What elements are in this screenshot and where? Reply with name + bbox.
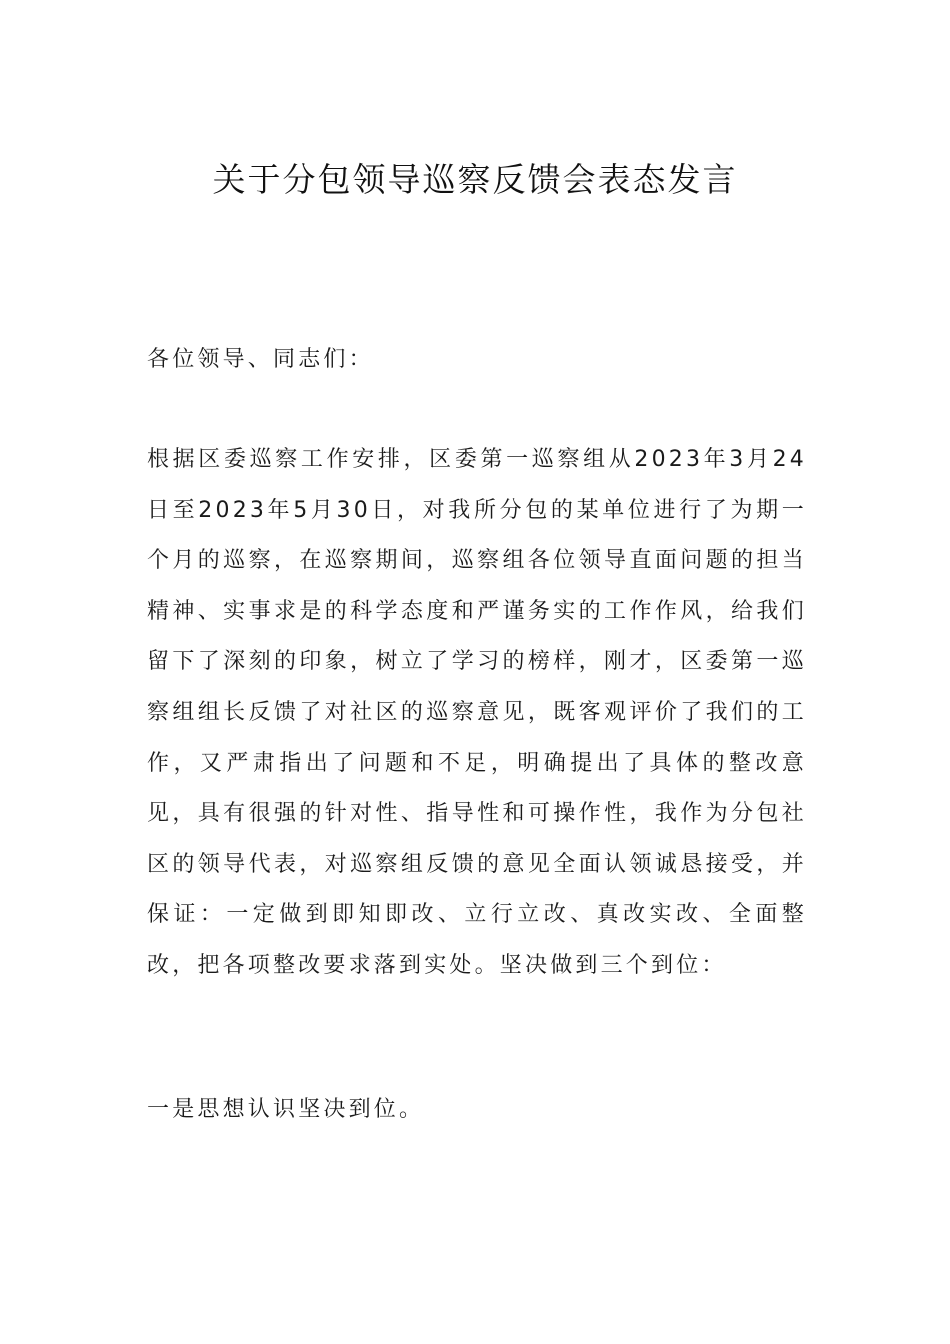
document-title: 关于分包领导巡察反馈会表态发言 [212,160,738,199]
point-one-heading: 一是思想认识坚决到位。 [147,1097,425,1122]
greeting-line: 各位领导、同志们： [147,347,374,372]
main-paragraph: 根据区委巡察工作安排，区委第一巡察组从2023年3月24日至2023年5月30日，对我所分包的某单位进行了为期一个月的巡察，在巡察期间，巡察组各位领导直面问题的担当精神、实事求是的科学态度和严谨务实的工作作风，给我们留下了深刻的印象，树立了学习的榜样，刚才，区委第一巡察组组长反馈了对社区的巡察意见，既客观评价了我们的工作，又严肃指出了问题和不足，明确提出了具体的整改意见，具有很强的针对性、指导性和可操作性，我作为分包社区的领导代表，对巡察组反馈的意见全面认领诚恳接受，并保证：一定做到即知即改、立行立改、真改实改、全面整改，把各项整改要求落到实处。坚决做到三个到位： [147,447,807,978]
